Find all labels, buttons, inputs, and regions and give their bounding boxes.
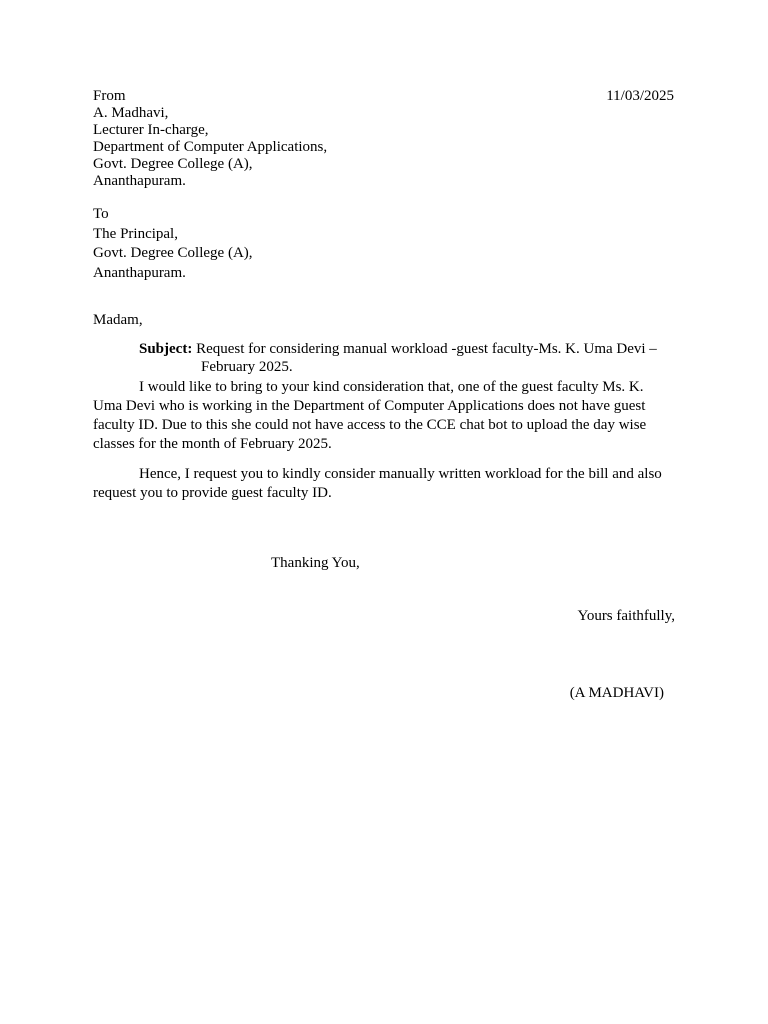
subject-block — [139, 340, 679, 376]
subject-label: Subject: — [139, 341, 193, 357]
sender-department: Department of Computer Applications, — [93, 139, 328, 155]
subject-text: Request for considering manual workload -guest faculty-Ms. K. Uma Devi – — [192, 341, 657, 357]
thanking-note: Thanking You, — [271, 555, 360, 571]
recipient-title: The Principal, — [93, 225, 178, 242]
recipient-city: Ananthapuram. — [93, 264, 186, 281]
to-label: To — [93, 206, 109, 222]
body-paragraph-2: Hence, I request you to kindly consider manually written workload for the bill and also request you to provide guest faculty ID. — [93, 466, 662, 501]
sender-college: Govt. Degree College (A), — [93, 156, 253, 172]
salutation: Madam, — [93, 312, 143, 328]
sender-name: A. Madhavi, — [93, 105, 169, 121]
subject-continuation: February 2025. — [201, 359, 293, 375]
sender-designation: Lecturer In-charge, — [93, 122, 209, 138]
body-paragraph-1: I would like to bring to your kind consideration that, one of the guest faculty Ms. K. Uma Devi who is working in the Department of Computer Applications does not have guest faculty ID. Due to this she could not have access to the CCE chat bot to upload the day wise classes for the month of February 2025. — [93, 379, 647, 452]
recipient-college: Govt. Degree College (A), — [93, 245, 253, 261]
subject-line — [139, 340, 679, 358]
sender-city: Ananthapuram. — [93, 173, 186, 189]
recipient-address-block — [93, 205, 253, 283]
signature-name: (A MADHAVI) — [569, 685, 664, 701]
from-label: From — [93, 88, 126, 104]
sender-address-block — [93, 88, 327, 190]
letter-date: 11/03/2025 — [606, 88, 674, 104]
closing-phrase: Yours faithfully, — [577, 608, 675, 624]
